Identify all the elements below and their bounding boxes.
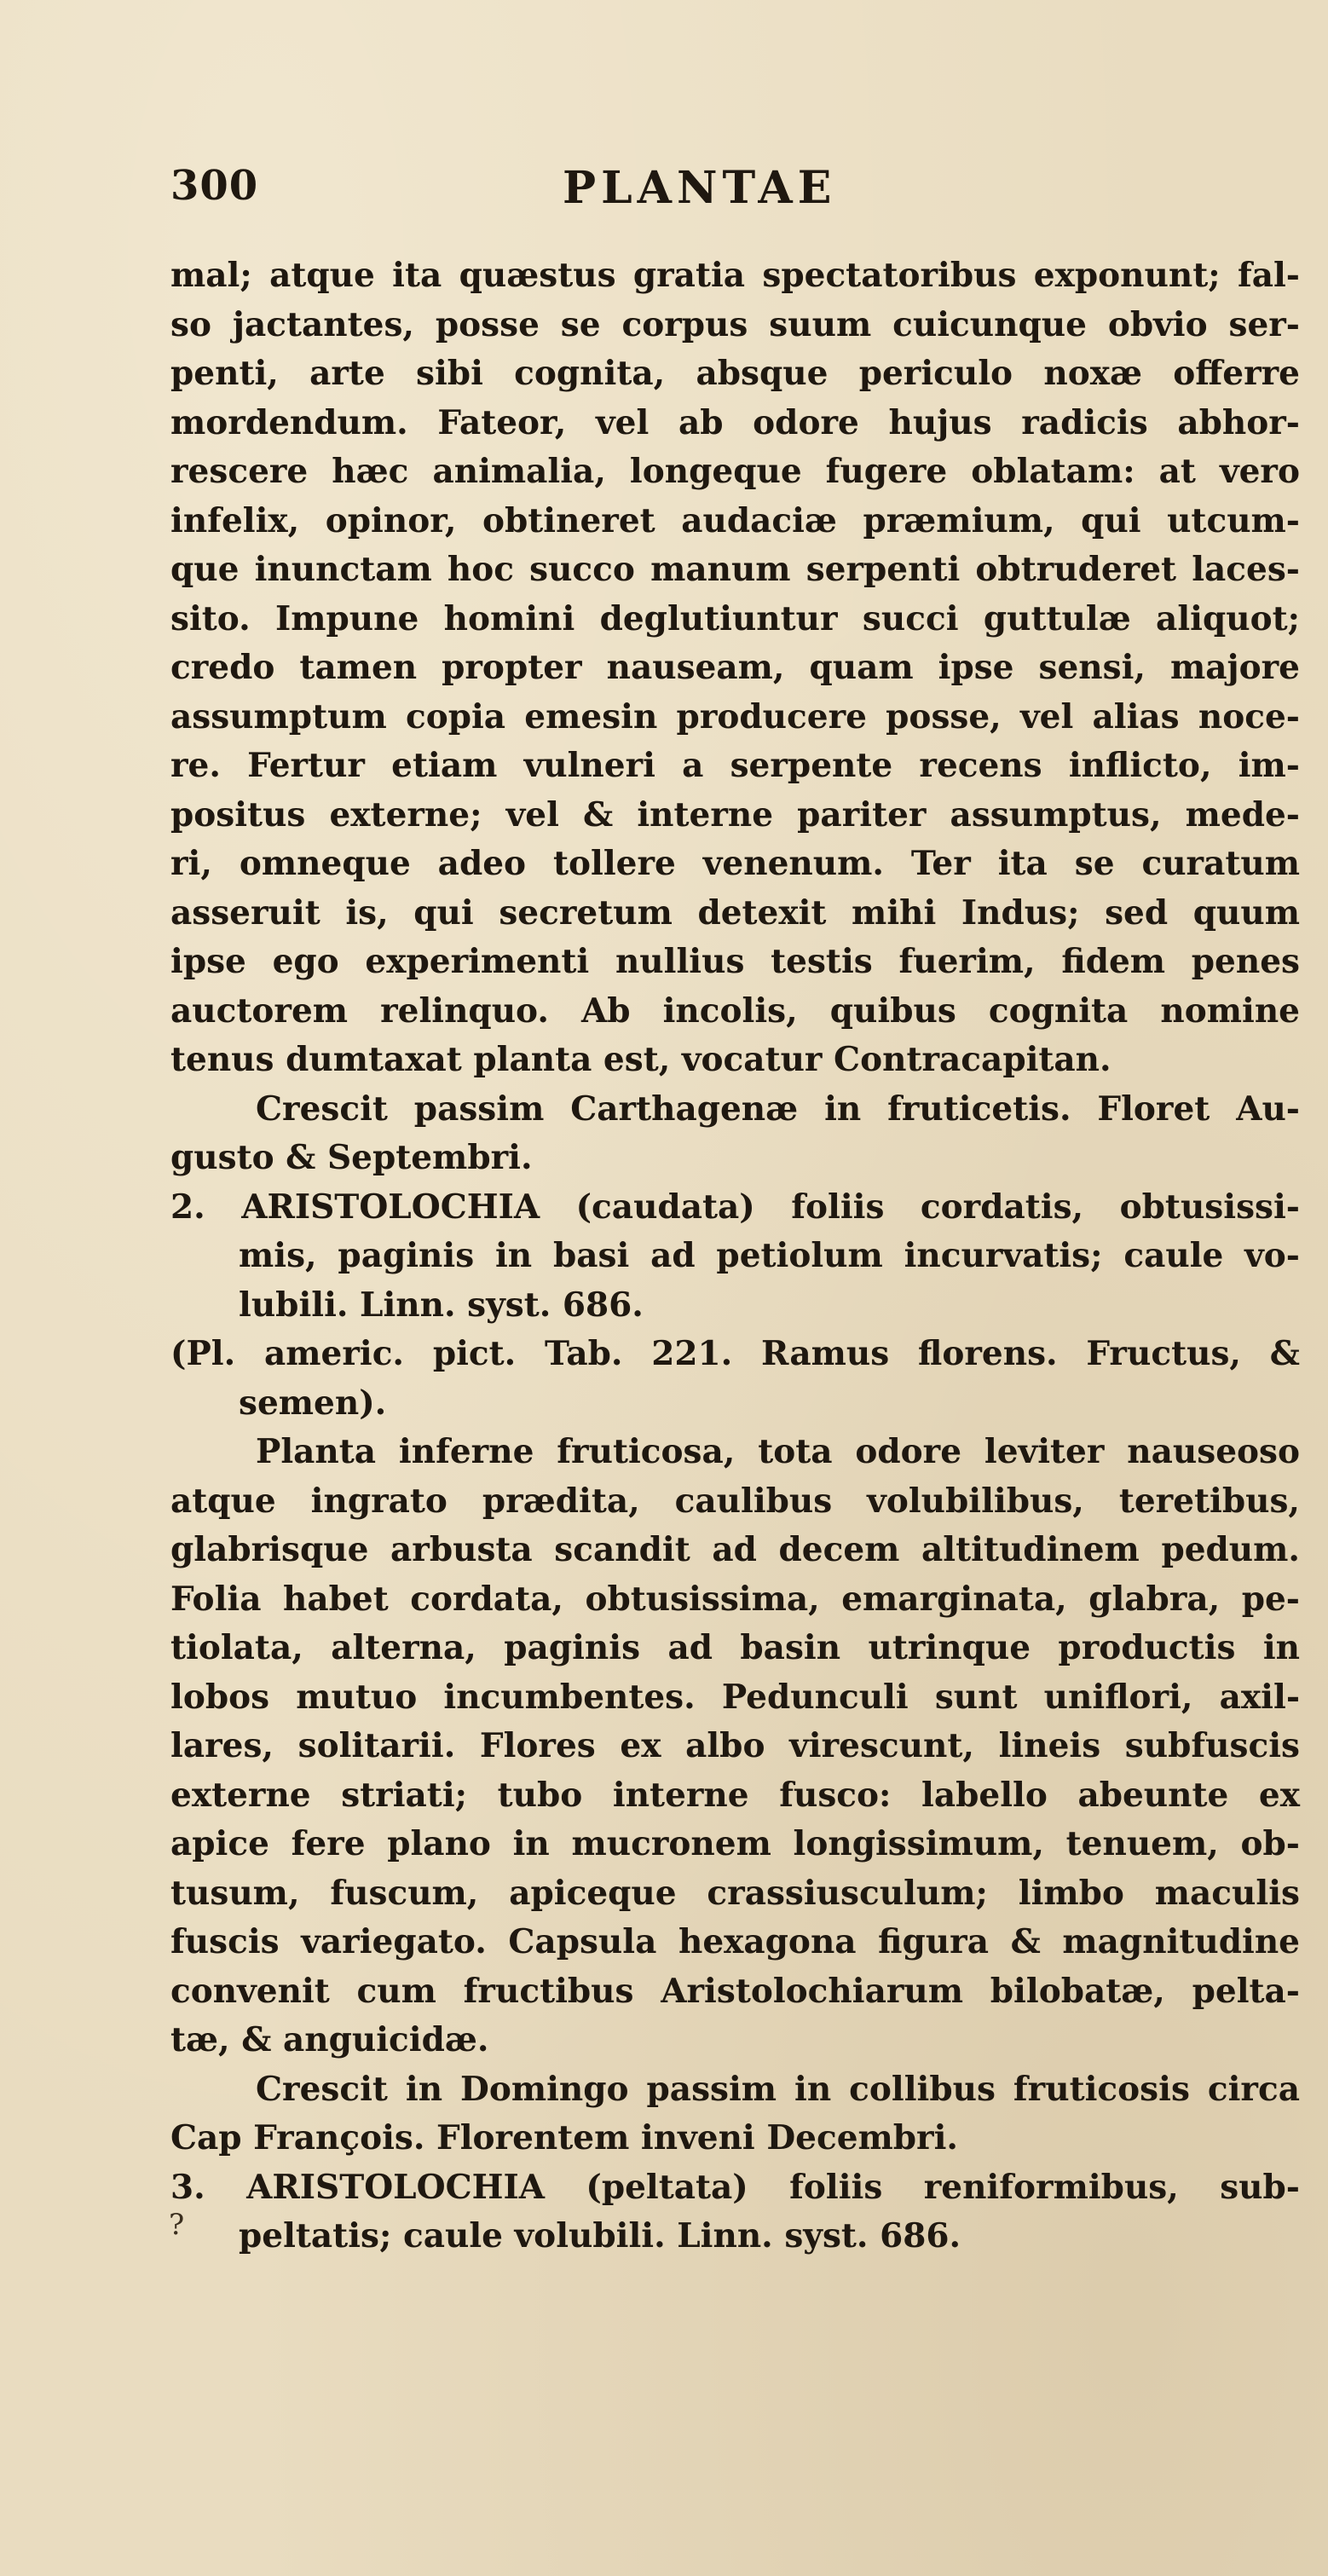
- figure-reference: (Pl. americ. pict. Tab. 221. Ramus florens. Fructus, &: [170, 1334, 1300, 1373]
- text-line: apice fere plano in mucronem longissimum, tenuem, ob-: [170, 1824, 1300, 1863]
- body-text: [170, 251, 1300, 2261]
- text-line: que inunctam hoc succo manum serpenti obtruderet laces-: [170, 550, 1300, 589]
- species-entry-heading: 3. ARISTOLOCHIA (peltata) foliis reniformibus, sub-: [170, 2167, 1300, 2207]
- text-line: Crescit in Domingo passim in collibus fruticosis circa: [256, 2069, 1300, 2109]
- text-line: assumptum copia emesin producere posse, vel alias noce-: [170, 696, 1300, 736]
- species-entry-heading: 2. ARISTOLOCHIA (caudata) foliis cordatis, obtusissi-: [170, 1187, 1300, 1227]
- text-line: ipse ego experimenti nullius testis fuerim, fidem penes: [170, 942, 1300, 981]
- text-line: gusto & Septembri.: [170, 1138, 533, 1177]
- text-line: convenit cum fructibus Aristolochiarum bilobatæ, pelta-: [170, 1971, 1300, 2011]
- text-line: fuscis variegato. Capsula hexagona figura & magnitudine: [170, 1922, 1300, 1961]
- page-number: 300: [170, 162, 259, 210]
- text-line: Cap François. Florentem inveni Decembri.: [170, 2118, 958, 2157]
- running-title: PLANTAE: [563, 162, 837, 214]
- text-line: lubili. Linn. syst. 686.: [239, 1285, 644, 1325]
- text-line: peltatis; caule volubili. Linn. syst. 686.: [239, 2216, 961, 2255]
- text-line: Planta inferne fruticosa, tota odore leviter nauseoso: [256, 1432, 1300, 1471]
- text-line: tusum, fuscum, apiceque crassiusculum; limbo maculis: [170, 1873, 1300, 1913]
- text-line: mordendum. Fateor, vel ab odore hujus radicis abhor-: [170, 402, 1300, 442]
- text-line: tæ, & anguicidæ.: [170, 2020, 489, 2059]
- text-line: sito. Impune homini deglutiuntur succi guttulæ aliquot;: [170, 598, 1300, 638]
- text-line: re. Fertur etiam vulneri a serpente recens inflicto, im-: [170, 746, 1300, 785]
- text-line: asseruit is, qui secretum detexit mihi Indus; sed quum: [170, 892, 1300, 933]
- text-line: atque ingrato prædita, caulibus volubilibus, teretibus,: [170, 1481, 1300, 1521]
- figure-reference: semen).: [239, 1383, 387, 1423]
- margin-mark: ?: [169, 2208, 185, 2242]
- text-line: credo tamen propter nauseam, quam ipse sensi, majore: [170, 648, 1300, 687]
- text-line: positus externe; vel & interne pariter assumptus, mede-: [170, 794, 1300, 835]
- text-line: externe striati; tubo interne fusco: labello abeunte ex: [170, 1775, 1300, 1815]
- text-line: mal; atque ita quæstus gratia spectatoribus exponunt; fal-: [170, 256, 1300, 295]
- text-line: mis, paginis in basi ad petiolum incurvatis; caule vo-: [239, 1236, 1300, 1275]
- text-line: Crescit passim Carthagenæ in fruticetis. Floret Au-: [256, 1089, 1300, 1129]
- text-line: auctorem relinquo. Ab incolis, quibus cognita nomine: [170, 991, 1300, 1031]
- text-line: rescere hæc animalia, longeque fugere oblatam: at vero: [170, 452, 1300, 491]
- text-line: lobos mutuo incumbentes. Pedunculi sunt uniflori, axil-: [170, 1677, 1300, 1717]
- text-line: tenus dumtaxat planta est, vocatur Contracapitan.: [170, 1040, 1111, 1079]
- text-line: lares, solitarii. Flores ex albo virescunt, lineis subfuscis: [170, 1726, 1300, 1765]
- text-line: Folia habet cordata, obtusissima, emarginata, glabra, pe-: [170, 1579, 1300, 1619]
- text-line: infelix, opinor, obtineret audaciæ præmium, qui utcum-: [170, 500, 1300, 540]
- text-line: tiolata, alterna, paginis ad basin utrinque productis in: [170, 1628, 1300, 1667]
- text-line: penti, arte sibi cognita, absque periculo noxæ offerre: [170, 354, 1300, 393]
- text-line: ri, omneque adeo tollere venenum. Ter ita se curatum: [170, 844, 1300, 883]
- text-line: so jactantes, posse se corpus suum cuicunque obvio ser-: [170, 304, 1300, 344]
- text-line: glabrisque arbusta scandit ad decem altitudinem pedum.: [170, 1530, 1300, 1569]
- running-head: [170, 162, 1296, 230]
